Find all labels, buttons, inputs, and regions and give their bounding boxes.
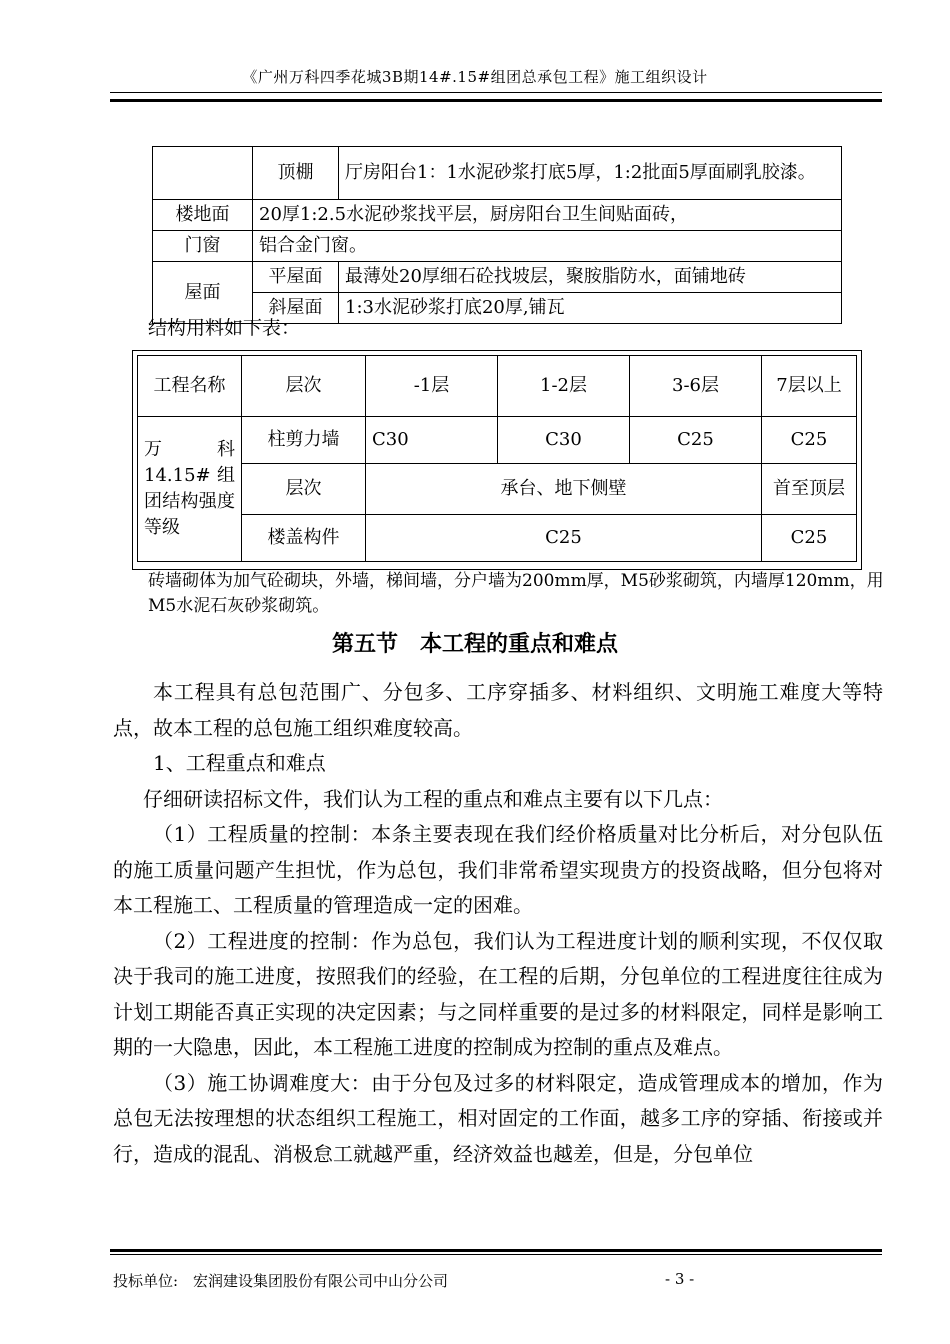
- table-cell: 20厚1:2.5水泥砂浆找平层，厨房阳台卫生间贴面砖，: [253, 200, 842, 231]
- paragraph: 本工程具有总包范围广、分包多、工序穿插多、材料组织、文明施工难度大等特点，故本工程的总包施工组织难度较高。: [113, 680, 883, 740]
- finish-table: [152, 146, 842, 324]
- table-header-cell: 7层以上: [762, 356, 857, 417]
- table-cell: 楼地面: [153, 200, 253, 231]
- table-row: [138, 417, 857, 464]
- table-cell: 楼盖构件: [242, 515, 366, 562]
- page-header-title: 《广州万科四季花城3B期14#.15#组团总承包工程》施工组织设计: [242, 68, 708, 86]
- header-rule-thick: [110, 99, 882, 102]
- table-cell: C30: [498, 417, 630, 464]
- table-cell: 铝合金门窗。: [253, 231, 842, 262]
- paragraph: （1）工程质量的控制：本条主要表现在我们经价格质量对比分析后，对分包队伍的施工质量问题产生担忧，作为总包，我们非常希望实现贵方的投资战略，但分包将对本工程施工、工程质量的管理造成一定的困难。: [113, 822, 883, 917]
- table-cell: 屋面: [153, 262, 253, 324]
- paragraph: 仔细研读招标文件，我们认为工程的重点和难点主要有以下几点：: [143, 786, 723, 811]
- structure-table: [137, 355, 857, 562]
- footer-rule-thin: [110, 1254, 882, 1255]
- table-cell: [153, 147, 253, 200]
- table-header-cell: 层次: [242, 356, 366, 417]
- table-cell: 平屋面: [253, 262, 339, 293]
- table-header-row: [138, 356, 857, 417]
- table-cell: C25: [762, 417, 857, 464]
- section-body: [113, 675, 883, 1172]
- table-row: [153, 200, 842, 231]
- table-header-cell: 1-2层: [498, 356, 630, 417]
- table-row: [138, 515, 857, 562]
- table-cell: C25: [366, 515, 762, 562]
- table-cell-project-name: 万科14.15#组团结构强度等级: [138, 417, 242, 562]
- section-heading: 第五节 本工程的重点和难点: [331, 632, 618, 657]
- table-header-cell: -1层: [366, 356, 498, 417]
- table-cell: 层次: [242, 464, 366, 515]
- table-row: [153, 147, 842, 200]
- table-cell: 斜屋面: [253, 293, 339, 324]
- table-cell: C25: [630, 417, 762, 464]
- footer-company: 投标单位: 宏润建设集团股份有限公司中山分公司: [113, 1272, 449, 1290]
- structure-table-frame: [132, 350, 862, 570]
- structure-table-caption: 结构用料如下表：: [148, 317, 301, 339]
- paragraph: （3）施工协调难度大：由于分包及过多的材料限定，造成管理成本的增加，作为总包无法按理想的状态组织工程施工，相对固定的工作面，越多工序的穿插、衔接或并行，造成的混乱、消极怠工就越严重，经济效益也越差，但是，分包单位: [113, 1070, 883, 1166]
- table-cell: 最薄处20厚细石砼找坡层，聚胺脂防水，面铺地砖: [339, 262, 842, 293]
- header-rule-thin: [110, 92, 882, 93]
- table-cell: 柱剪力墙: [242, 417, 366, 464]
- table-cell: 首至顶层: [762, 464, 857, 515]
- table-cell: 顶棚: [253, 147, 339, 200]
- table-cell: C25: [762, 515, 857, 562]
- table-header-cell: 工程名称: [138, 356, 242, 417]
- table-cell: 承台、地下侧壁: [366, 464, 762, 515]
- table-cell: 厅房阳台1：1水泥砂浆打底5厚，1:2批面5厚面刷乳胶漆。: [339, 147, 842, 200]
- table-row: [138, 464, 857, 515]
- footer-rule-thick: [110, 1249, 882, 1252]
- table-row: [153, 262, 842, 293]
- table-cell: 1:3水泥砂浆打底20厚,铺瓦: [339, 293, 842, 324]
- footer-page-number: - 3 -: [665, 1270, 695, 1288]
- subheading: 1、工程重点和难点: [153, 751, 326, 775]
- table-cell: C30: [366, 417, 498, 464]
- table-header-cell: 3-6层: [630, 356, 762, 417]
- paragraph: （2）工程进度的控制：作为总包，我们认为工程进度计划的顺利实现，不仅仅取决于我司的施工进度，按照我们的经验，在工程的后期，分包单位的工程进度往往成为计划工期能否真正实现的决定因素；与之同样重要的是过多的材料限定，同样是影响工期的一大隐患，因此，本工程施工进度的控制成为控制的重点及难点。: [113, 928, 883, 1059]
- table-cell: 门窗: [153, 231, 253, 262]
- structure-note: 砖墙砌体为加气砼砌块，外墙，梯间墙，分户墙为200mm厚，M5砂浆砌筑，内墙厚120mm，用M5水泥石灰砂浆砌筑。: [148, 571, 884, 616]
- table-row: [153, 231, 842, 262]
